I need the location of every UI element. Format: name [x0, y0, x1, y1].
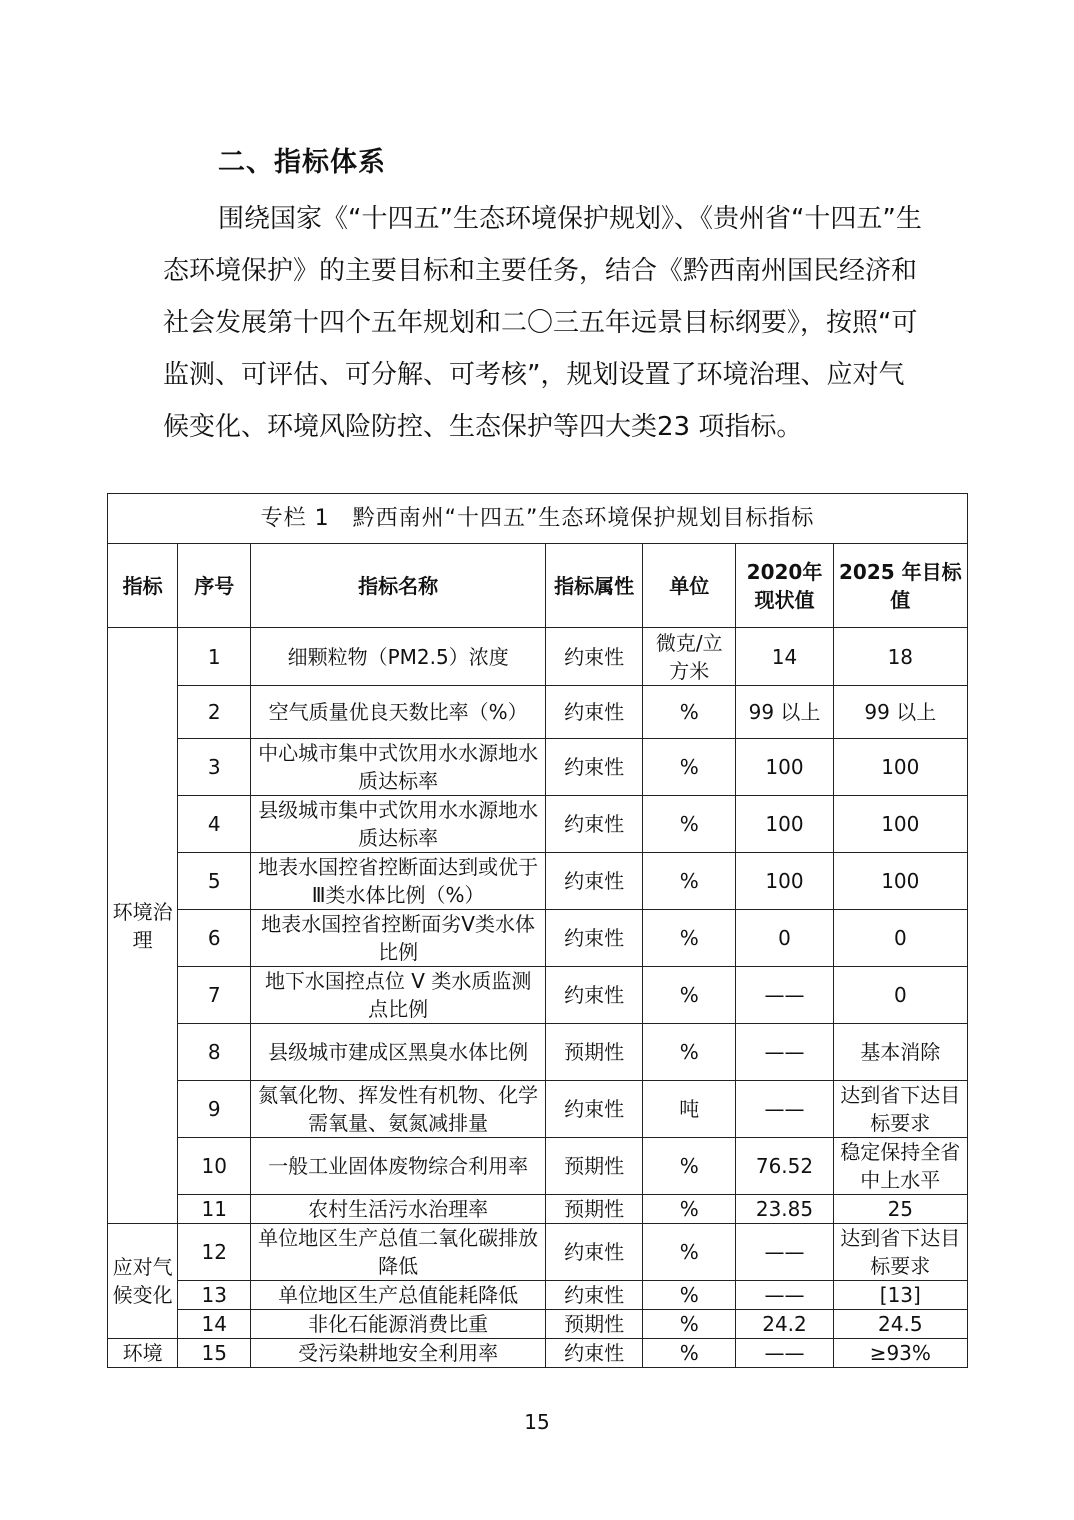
cell-name: 单位地区生产总值二氧化碳排放降低: [251, 1224, 546, 1281]
intro-paragraph-text: 围绕国家《“十四五”生态环境保护规划》、《贵州省“十四五”生态环境保护》的主要目标和主要任务，结合《黔西南州国民经济和社会发展第十四个五年规划和二〇三五年远景目标纲要》，按照“可监测、可评估、可分解、可考核”，规划设置了环境治理、应对气候变化、环境风险防控、生态保护等四大类23 项指标。: [163, 204, 922, 442]
cell-unit: %: [643, 910, 736, 967]
table-row: [108, 853, 968, 910]
cell-unit: %: [643, 1195, 736, 1224]
cell-unit: %: [643, 796, 736, 853]
cell-seq: 8: [178, 1024, 251, 1081]
table-row: [108, 686, 968, 739]
cell-2020: 100: [736, 853, 833, 910]
cell-attr: 预期性: [545, 1024, 642, 1081]
cell-seq: 15: [178, 1339, 251, 1368]
cell-2020: ——: [736, 1224, 833, 1281]
cell-2025: 达到省下达目标要求: [833, 1224, 967, 1281]
cell-name: 农村生活污水治理率: [251, 1195, 546, 1224]
cell-name: 氮氧化物、挥发性有机物、化学需氧量、氨氮减排量: [251, 1081, 546, 1138]
cell-seq: 11: [178, 1195, 251, 1224]
cell-2025: 24.5: [833, 1310, 967, 1339]
table-row: [108, 1138, 968, 1195]
intro-paragraph: [163, 193, 923, 453]
cell-unit: 吨: [643, 1081, 736, 1138]
cell-name: 地表水国控省控断面劣V类水体比例: [251, 910, 546, 967]
cell-2025: 25: [833, 1195, 967, 1224]
header-2025: 2025 年目标值: [833, 544, 967, 628]
cell-attr: 预期性: [545, 1195, 642, 1224]
table-row: [108, 967, 968, 1024]
cell-2025: 100: [833, 796, 967, 853]
cell-unit: %: [643, 1281, 736, 1310]
cell-unit: %: [643, 1138, 736, 1195]
section-heading: 二、指标体系: [218, 147, 386, 178]
cell-2025: 稳定保持全省中上水平: [833, 1138, 967, 1195]
table-row: [108, 1024, 968, 1081]
cell-2025: 100: [833, 739, 967, 796]
cell-2025: 基本消除: [833, 1024, 967, 1081]
cell-unit: %: [643, 853, 736, 910]
cell-name: 一般工业固体废物综合利用率: [251, 1138, 546, 1195]
cell-2020: 99 以上: [736, 686, 833, 739]
cell-attr: 约束性: [545, 796, 642, 853]
header-unit: 单位: [643, 544, 736, 628]
header-category: 指标: [108, 544, 178, 628]
cell-2020: 76.52: [736, 1138, 833, 1195]
table-row: [108, 1281, 968, 1310]
cell-name: 地表水国控省控断面达到或优于Ⅲ类水体比例（%）: [251, 853, 546, 910]
cell-attr: 约束性: [545, 628, 642, 686]
cell-2020: ——: [736, 1024, 833, 1081]
cell-seq: 12: [178, 1224, 251, 1281]
header-2020: 2020年现状值: [736, 544, 833, 628]
header-seq: 序号: [178, 544, 251, 628]
table-row: [108, 1195, 968, 1224]
table-row: [108, 910, 968, 967]
table-caption: 专栏 1 黔西南州“十四五”生态环境保护规划目标指标: [108, 494, 968, 544]
table-row: [108, 1310, 968, 1339]
cell-seq: 14: [178, 1310, 251, 1339]
cell-attr: 约束性: [545, 910, 642, 967]
cell-name: 县级城市建成区黑臭水体比例: [251, 1024, 546, 1081]
header-attr: 指标属性: [545, 544, 642, 628]
cell-unit: %: [643, 1224, 736, 1281]
cell-attr: 预期性: [545, 1310, 642, 1339]
cell-2020: ——: [736, 967, 833, 1024]
table-row: [108, 796, 968, 853]
table-row: [108, 628, 968, 686]
cell-unit: 微克/立方米: [643, 628, 736, 686]
cell-2020: 100: [736, 739, 833, 796]
table-row: [108, 1224, 968, 1281]
table-row: [108, 1339, 968, 1368]
cell-seq: 5: [178, 853, 251, 910]
category-env: 环境治理: [108, 628, 178, 1224]
cell-attr: 约束性: [545, 1224, 642, 1281]
cell-unit: %: [643, 1024, 736, 1081]
cell-2025: [13]: [833, 1281, 967, 1310]
cell-attr: 约束性: [545, 1281, 642, 1310]
cell-unit: %: [643, 739, 736, 796]
cell-2020: 100: [736, 796, 833, 853]
cell-2020: ——: [736, 1281, 833, 1310]
indicator-table: [107, 493, 968, 1368]
cell-name: 单位地区生产总值能耗降低: [251, 1281, 546, 1310]
cell-attr: 约束性: [545, 1339, 642, 1368]
cell-2025: 99 以上: [833, 686, 967, 739]
cell-attr: 约束性: [545, 967, 642, 1024]
cell-2025: 100: [833, 853, 967, 910]
cell-attr: 预期性: [545, 1138, 642, 1195]
cell-seq: 10: [178, 1138, 251, 1195]
cell-2025: 18: [833, 628, 967, 686]
cell-name: 细颗粒物（PM2.5）浓度: [251, 628, 546, 686]
cell-2020: 24.2: [736, 1310, 833, 1339]
page-number: 15: [524, 1410, 550, 1434]
cell-unit: %: [643, 686, 736, 739]
cell-2020: ——: [736, 1081, 833, 1138]
cell-name: 非化石能源消费比重: [251, 1310, 546, 1339]
cell-unit: %: [643, 1339, 736, 1368]
category-risk: 环境: [108, 1339, 178, 1368]
category-climate: 应对气候变化: [108, 1224, 178, 1339]
cell-2020: 0: [736, 910, 833, 967]
cell-unit: %: [643, 967, 736, 1024]
cell-seq: 1: [178, 628, 251, 686]
cell-seq: 3: [178, 739, 251, 796]
cell-seq: 2: [178, 686, 251, 739]
cell-2020: 14: [736, 628, 833, 686]
table-row: [108, 739, 968, 796]
cell-name: 空气质量优良天数比率（%）: [251, 686, 546, 739]
cell-seq: 6: [178, 910, 251, 967]
cell-2020: 23.85: [736, 1195, 833, 1224]
cell-2025: ≥93%: [833, 1339, 967, 1368]
cell-seq: 9: [178, 1081, 251, 1138]
cell-seq: 4: [178, 796, 251, 853]
cell-name: 地下水国控点位 V 类水质监测点比例: [251, 967, 546, 1024]
cell-attr: 约束性: [545, 853, 642, 910]
table-row: [108, 1081, 968, 1138]
cell-2020: ——: [736, 1339, 833, 1368]
cell-name: 受污染耕地安全利用率: [251, 1339, 546, 1368]
cell-name: 中心城市集中式饮用水水源地水质达标率: [251, 739, 546, 796]
cell-2025: 0: [833, 910, 967, 967]
cell-attr: 约束性: [545, 1081, 642, 1138]
cell-2025: 达到省下达目标要求: [833, 1081, 967, 1138]
cell-unit: %: [643, 1310, 736, 1339]
cell-name: 县级城市集中式饮用水水源地水质达标率: [251, 796, 546, 853]
cell-seq: 7: [178, 967, 251, 1024]
cell-seq: 13: [178, 1281, 251, 1310]
cell-attr: 约束性: [545, 739, 642, 796]
table-header-row: [108, 544, 968, 628]
cell-2025: 0: [833, 967, 967, 1024]
cell-attr: 约束性: [545, 686, 642, 739]
header-name: 指标名称: [251, 544, 546, 628]
